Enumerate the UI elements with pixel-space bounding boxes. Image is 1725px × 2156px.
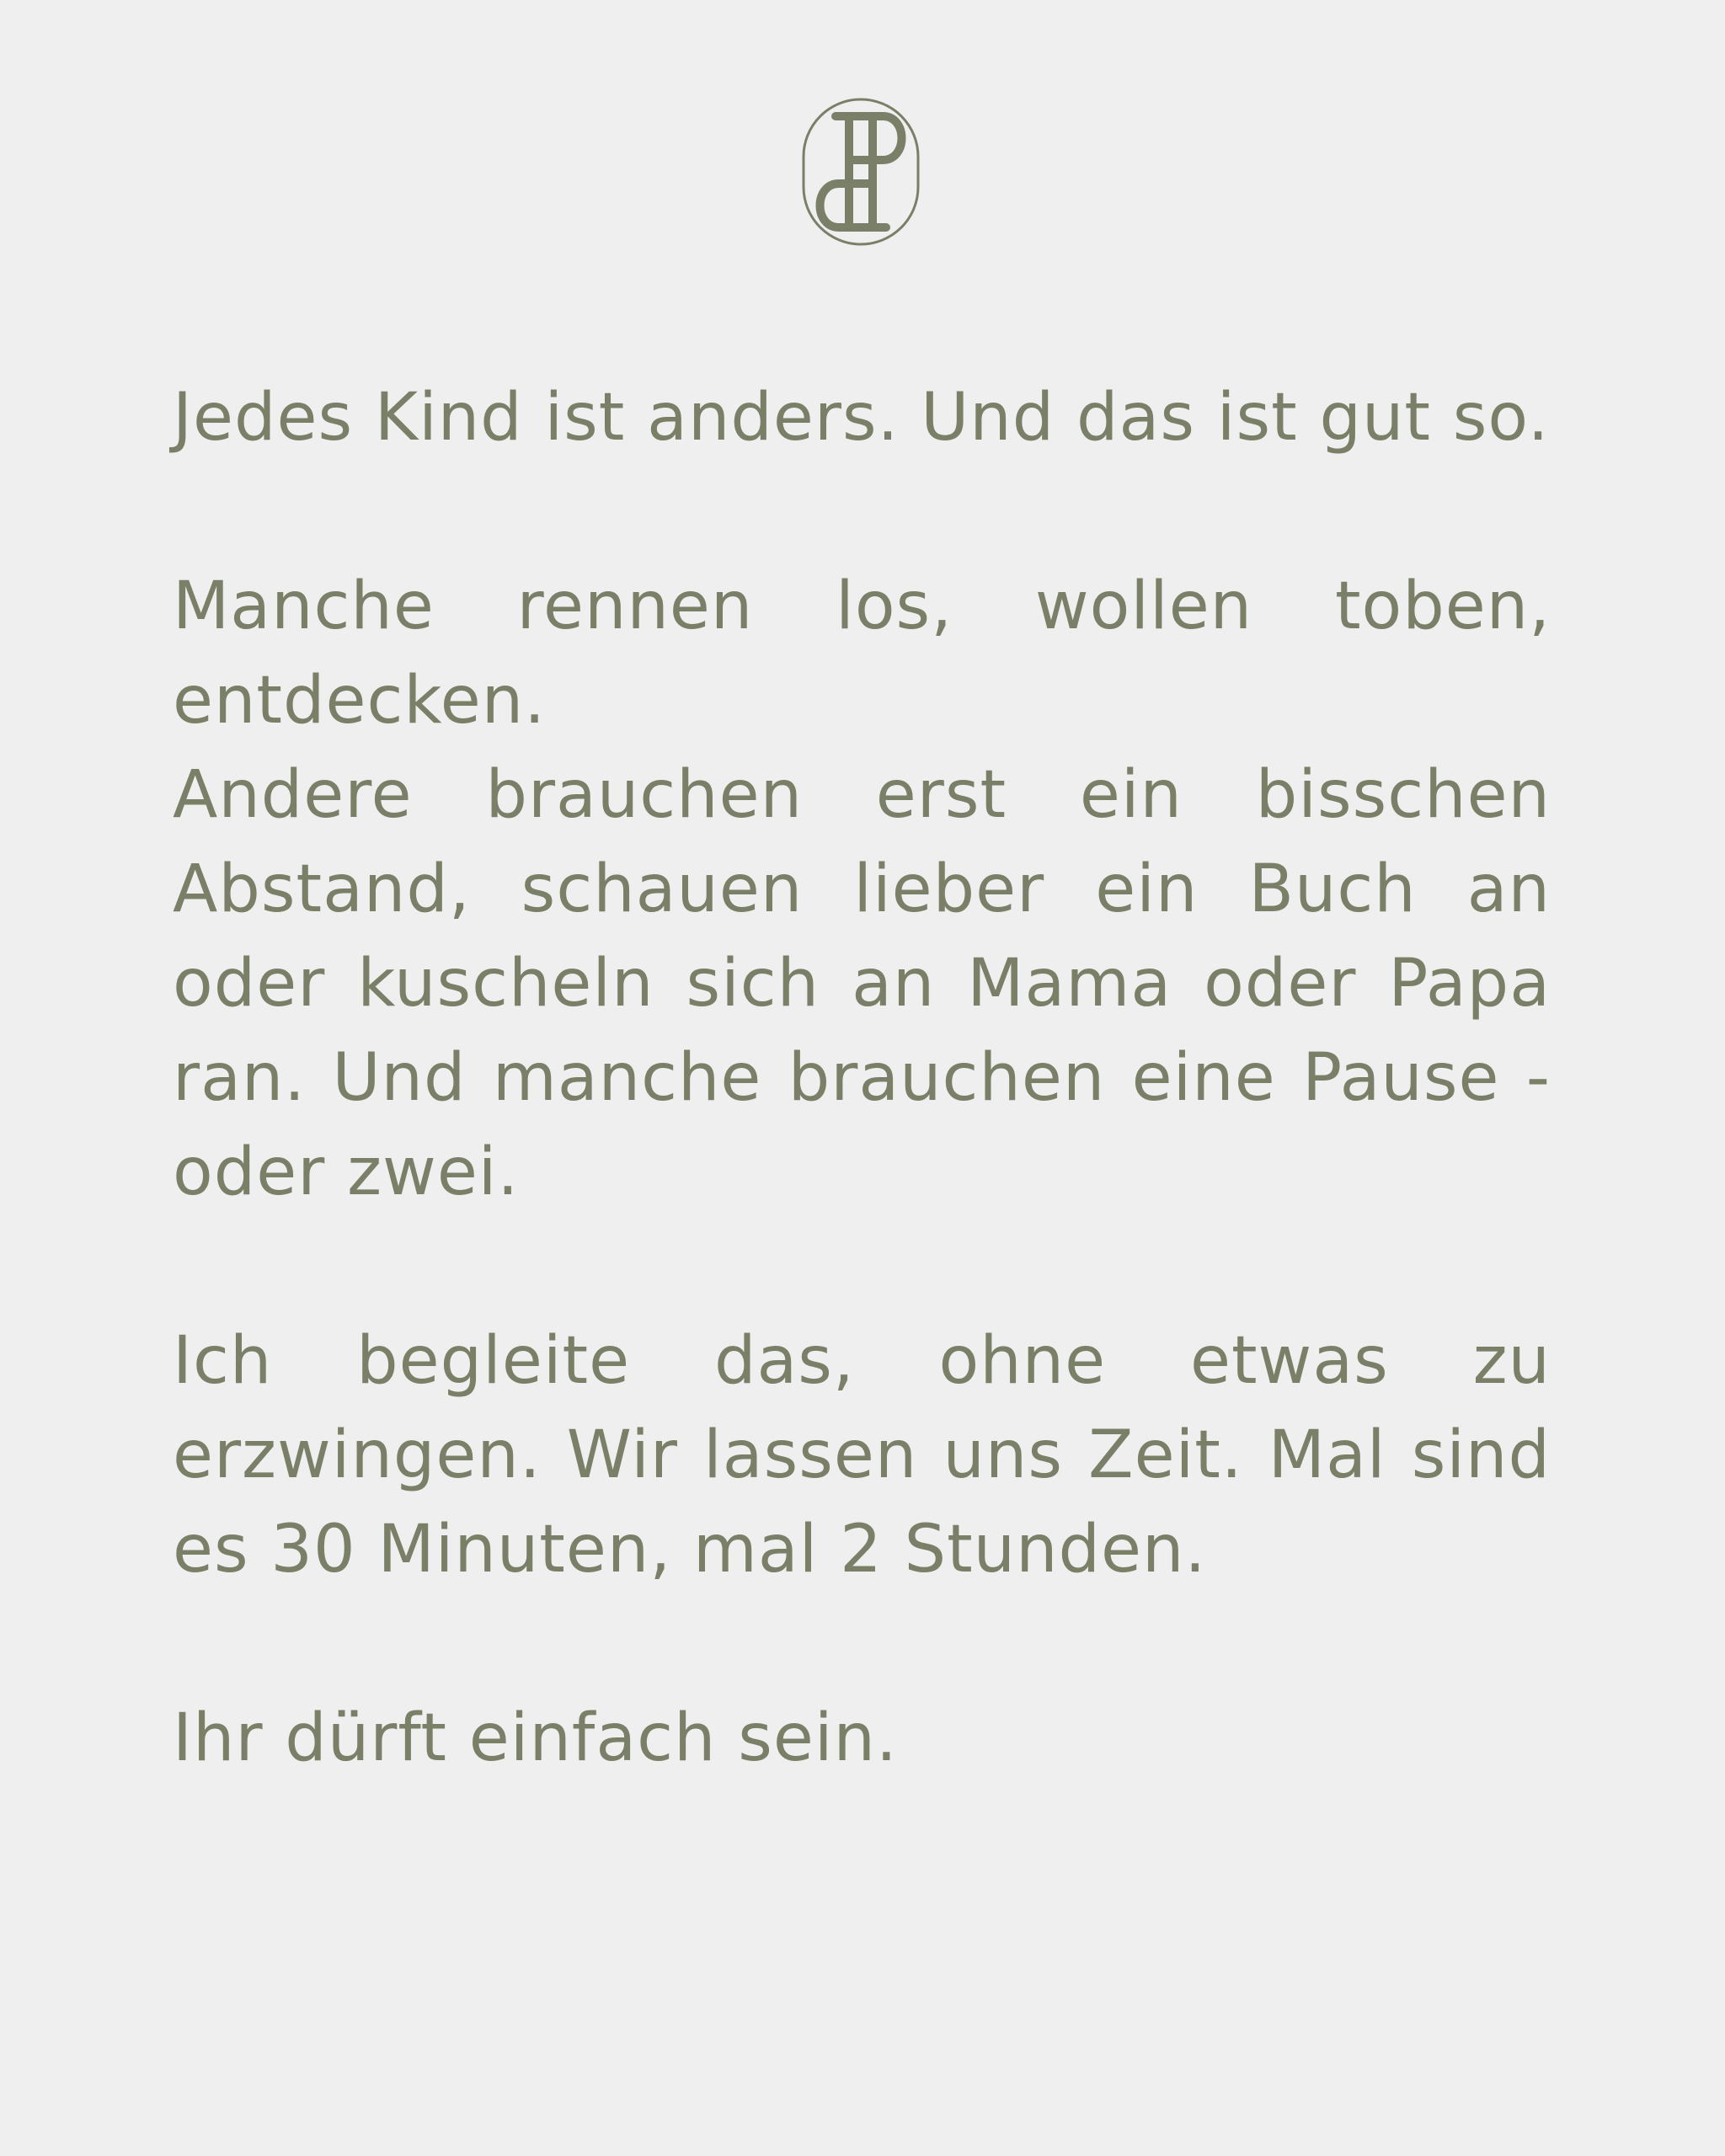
paragraph-2: Manche rennen los, wollen toben, entdecken. [173, 568, 1551, 739]
body-text [173, 371, 1551, 1785]
paragraph-5: Ihr dürft einfach sein. [173, 1700, 898, 1776]
paragraph-1: Jedes Kind ist anders. Und das ist gut so. [173, 380, 1550, 456]
paragraph-3: Andere brauchen erst ein bisschen Abstand, schauen lieber ein Buch an oder kuscheln sich an Mama oder Papa ran. Und manche brauchen eine Pause - oder zwei. [173, 757, 1551, 1210]
monogram-logo [802, 98, 920, 246]
paragraph-4: Ich begleite das, ohne etwas zu erzwingen. Wir lassen uns Zeit. Mal sind es 30 Minuten, mal 2 Stunden. [173, 1323, 1551, 1588]
monogram-logo-graphic [802, 98, 920, 246]
